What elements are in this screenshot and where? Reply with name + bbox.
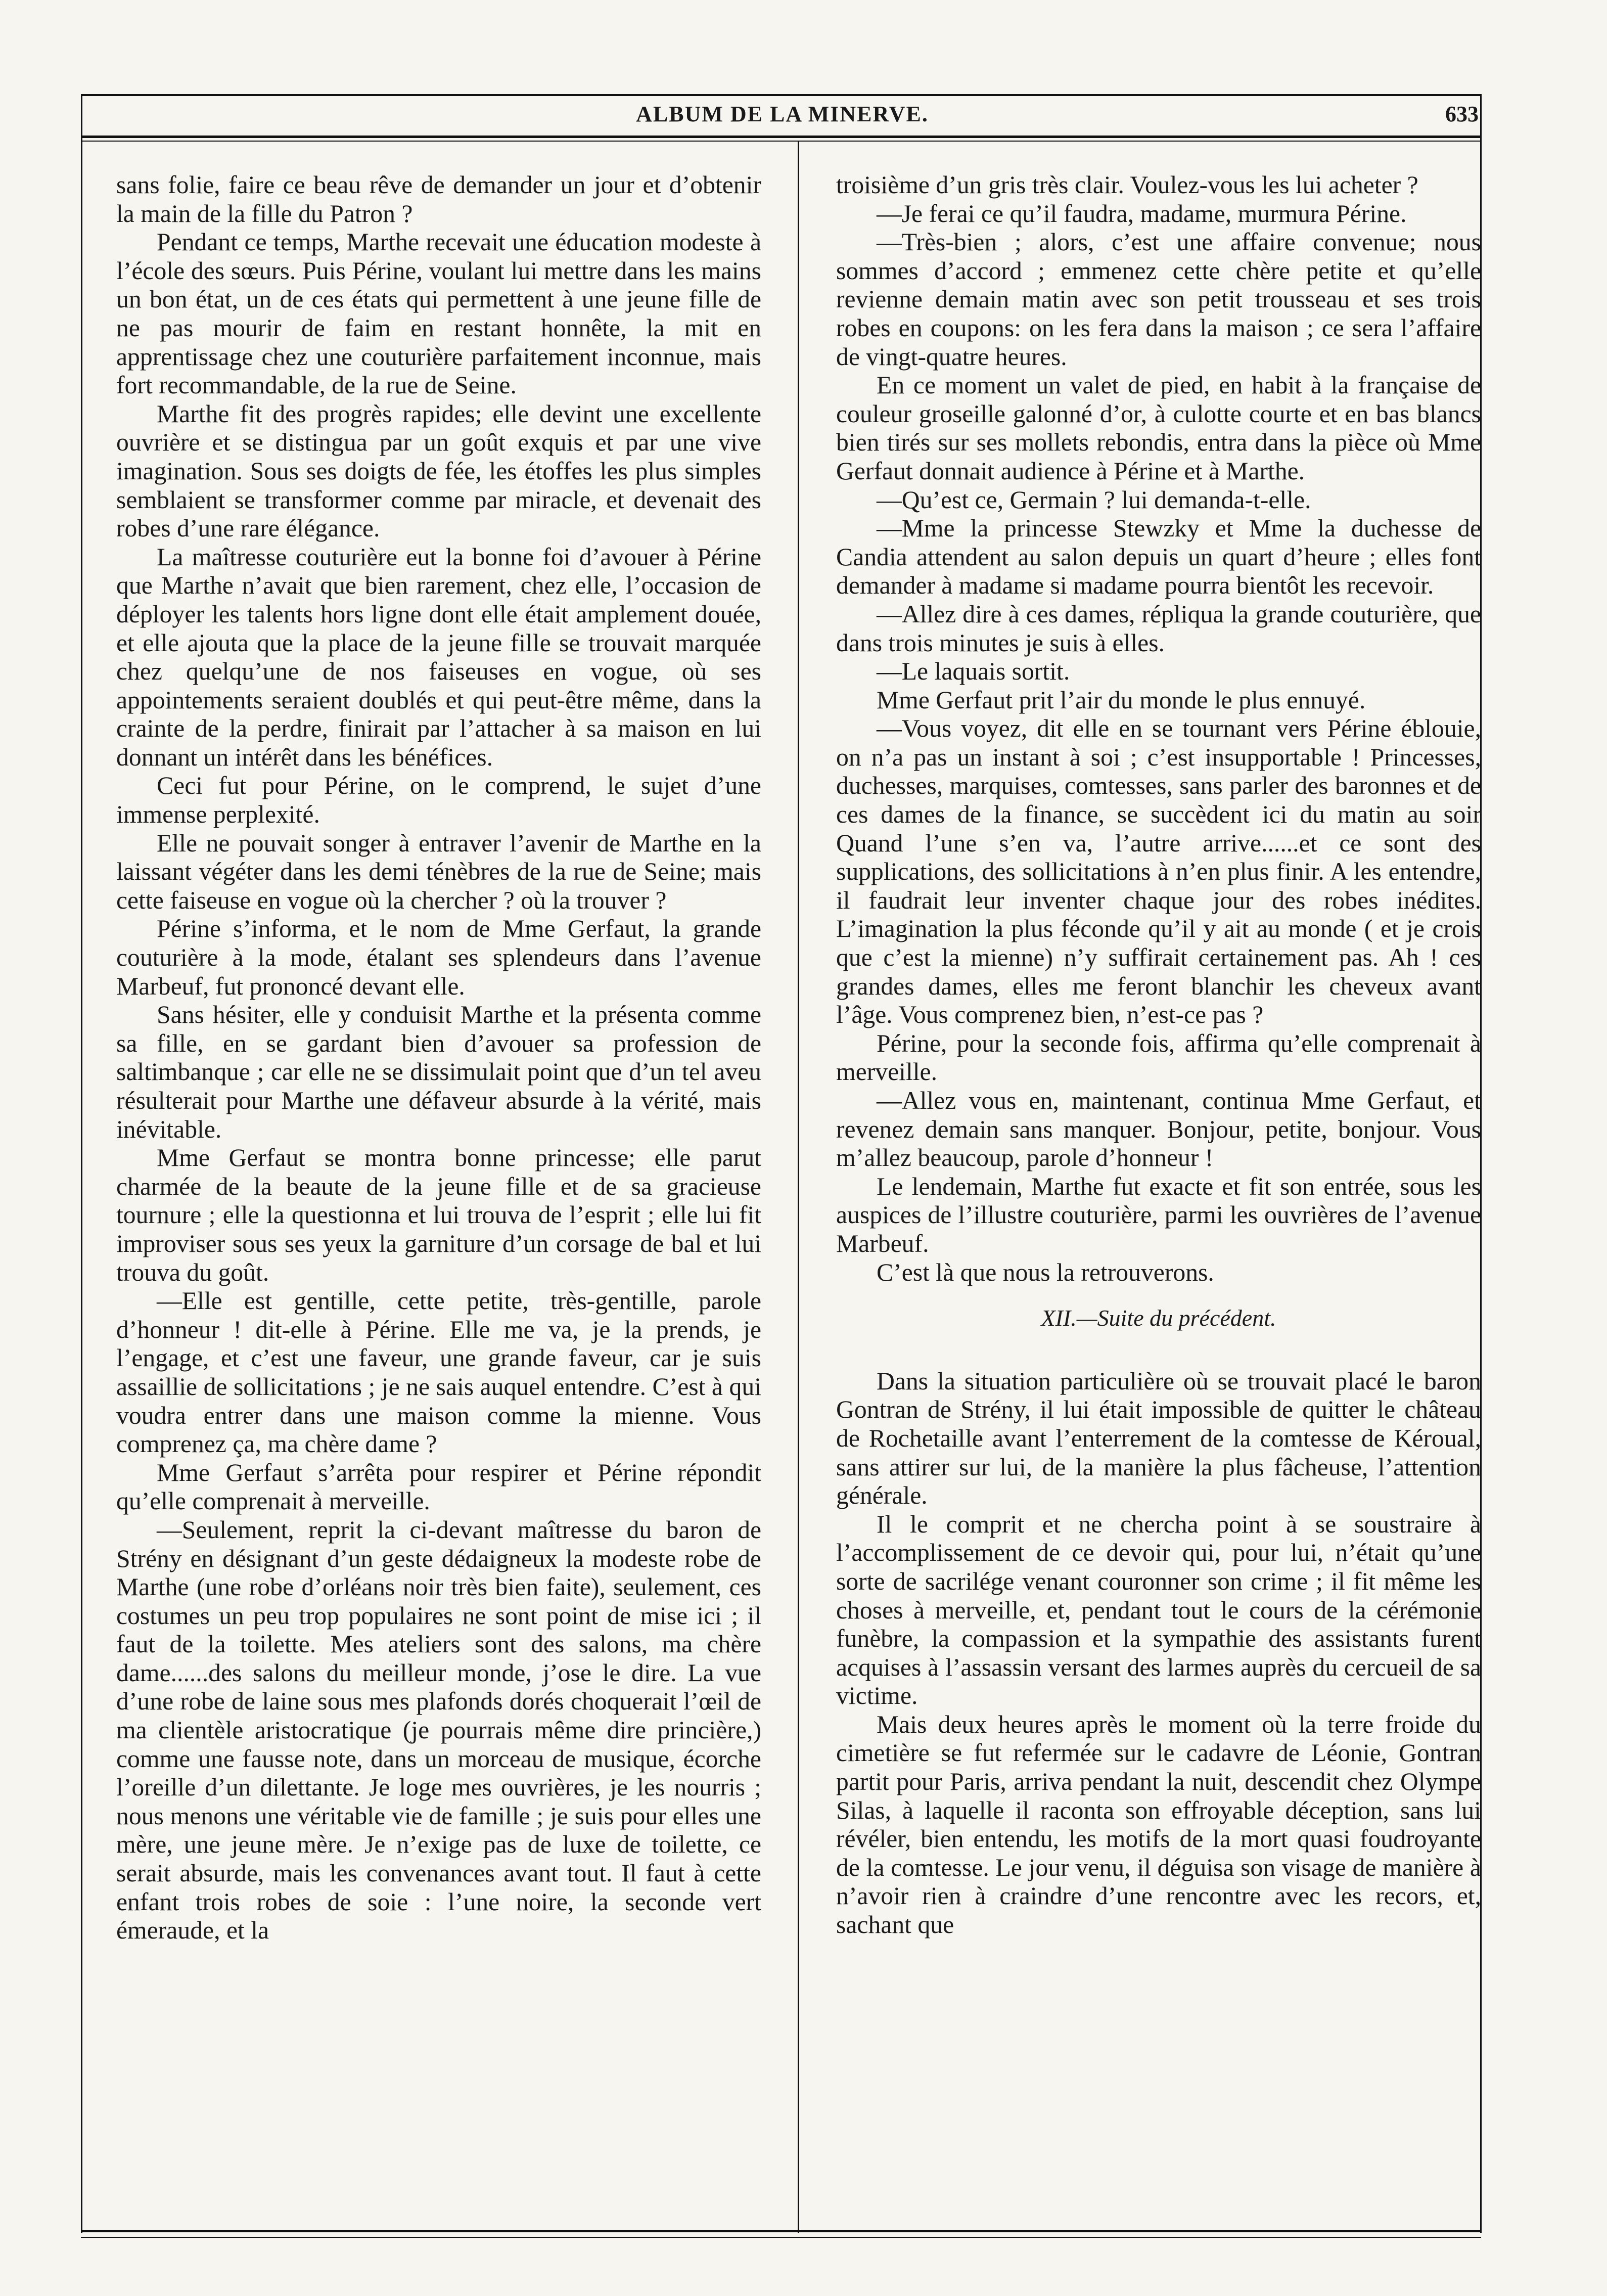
paragraph: Sans hésiter, elle y conduisit Marthe et la présenta comme sa fille, en se gardant bien d’avouer sa profession de saltimbanque ; car elle ne se dissimulait point que d’un tel aveu résulterait pour Marthe une défaveur absurde à la vérité, mais inévitable. bbox=[116, 1001, 761, 1143]
paragraph: Marthe fit des progrès rapides; elle devint une excellente ouvrière et se distingua par un goût exquis et par une vive imagination. Sous ses doigts de fée, les étoffes les plus simples semblaient se transformer comme par miracle, et devenait des robes d’une rare élégance. bbox=[116, 399, 761, 543]
paragraph: —Vous voyez, dit elle en se tournant vers Périne éblouie, on n’a pas un instant à soi ; c’est insupportable ! Princesses, duchesses, marquises, comtesses, sans parler des baronnes et de ces dames de la finance, se succèdent ici du matin au soir Quand l’une s’en va, l’autre arrive......et ce sont des supplications, des sollicitations à n’en plus finir. A les entendre, il faudrait leur inventer chaque jour des robes inédites. L’imagination la plus féconde qu’il y ait au monde ( et je crois que c’est la mienne) n’y suffirait certainement pas. Ah ! ces grandes dames, elles me feront blanchir les cheveux avant l’âge. Vous comprenez bien, n’est-ce pas ? bbox=[836, 714, 1481, 1029]
paragraph: Mme Gerfaut prit l’air du monde le plus ennuyé. bbox=[877, 686, 1366, 714]
paragraph: Pendant ce temps, Marthe recevait une éducation modeste à l’école des sœurs. Puis Périne, voulant lui mettre dans les mains un bon état, un de ces états qui permettent à une jeune fille de ne pas mourir de faim en restant honnête, la mit en apprentissage chez une couturière parfaitement inconnue, mais fort recommandable, de la rue de Seine. bbox=[116, 228, 761, 399]
right-column bbox=[836, 171, 1481, 1940]
page-number: 633 bbox=[1445, 102, 1479, 126]
left-border-rule bbox=[81, 94, 82, 2233]
paragraph: —Allez dire à ces dames, répliqua la grande couturière, que dans trois minutes je suis à elles. bbox=[836, 600, 1481, 657]
paragraph: Elle ne pouvait songer à entraver l’avenir de Marthe en la laissant végéter dans les demi ténèbres de la rue de Seine; mais cette faiseuse en vogue où la chercher ? où la trouver ? bbox=[116, 829, 761, 914]
paragraph: —Allez vous en, maintenant, continua Mme Gerfaut, et revenez demain sans manquer. Bonjour, petite, bonjour. Vous m’allez beaucoup, parole d’honneur ! bbox=[836, 1087, 1481, 1172]
paragraph: Il le comprit et ne chercha point à se soustraire à l’accomplissement de ce devoir qui, pour lui, n’était qu’une sorte de sacrilége venant couronner son crime ; il fit même les choses à merveille, et, pendant tout le cours de la cérémonie funèbre, la compassion et la sympathie des assistants furent acquises à l’assassin versant des larmes auprès du cercueil de sa victime. bbox=[836, 1510, 1481, 1710]
paragraph: —Je ferai ce qu’il faudra, madame, murmura Périne. bbox=[877, 199, 1407, 228]
footer-rule bbox=[81, 2230, 1481, 2232]
paragraph: Mme Gerfaut s’arrêta pour respirer et Périne répondit qu’elle comprenait à merveille. bbox=[116, 1458, 761, 1515]
paragraph: Ceci fut pour Périne, on le comprend, le sujet d’une immense perplexité. bbox=[116, 772, 761, 829]
section-heading: XII.—Suite du précédent. bbox=[1041, 1305, 1276, 1331]
paragraph: La maîtresse couturière eut la bonne foi d’avouer à Périne que Marthe n’avait que bien rarement, chez elle, l’occasion de déployer les talents hors ligne dont elle était amplement douée, et elle ajouta que la place de la jeune fille se trouvait marquée chez quelqu’une de nos faiseuses en vogue, où ses appointements seraient doublés et qui peut-être même, dans la crainte de la perdre, finirait par l’attacher à sa maison en lui donnant un intérêt dans les bénéfices. bbox=[116, 543, 761, 771]
paragraph: En ce moment un valet de pied, en habit à la française de couleur groseille galonné d’or, à culotte courte et en bas blancs bien tirés sur ses mollets rebondis, entra dans la pièce où Mme Gerfaut donnait audience à Périne et à Marthe. bbox=[836, 371, 1481, 485]
footer-rule-thin bbox=[81, 2237, 1481, 2238]
paragraph: —Le laquais sortit. bbox=[877, 657, 1070, 686]
left-column bbox=[116, 171, 761, 1945]
paragraph: —Elle est gentille, cette petite, très-gentille, parole d’honneur ! dit-elle à Périne. Elle me va, je la prends, je l’engage, et c’est une faveur, une grande faveur, car je suis assaillie de sollicitations ; je ne sais auquel entendre. C’est à qui voudra entrer dans une maison comme la mienne. Vous comprenez ça, ma chère dame ? bbox=[116, 1287, 761, 1458]
header-top-rule bbox=[81, 94, 1481, 96]
paragraph: Mme Gerfaut se montra bonne princesse; elle parut charmée de la beaute de la jeune fille et de sa gracieuse tournure ; elle la questionna et lui trouva de l’esprit ; elle lui fit improviser sous ses yeux la garniture d’un corsage de bal et lui trouva du goût. bbox=[116, 1144, 761, 1286]
paragraph: troisième d’un gris très clair. Voulez-vous les lui acheter ? bbox=[836, 171, 1418, 199]
paragraph: —Qu’est ce, Germain ? lui demanda-t-elle. bbox=[877, 485, 1311, 514]
paragraph: C’est là que nous la retrouverons. bbox=[877, 1258, 1214, 1286]
column-divider-rule bbox=[798, 142, 799, 2233]
paragraph: sans folie, faire ce beau rêve de demander un jour et d’obtenir la main de la fille du Patron ? bbox=[116, 171, 761, 228]
header-bottom-rule bbox=[81, 136, 1481, 138]
header-bottom-rule-thin bbox=[81, 141, 1481, 142]
publication-title: ALBUM DE LA MINERVE. bbox=[636, 102, 929, 126]
paragraph: Dans la situation particulière où se trouvait placé le baron Gontran de Strény, il lui était impossible de quitter le château de Rochetaille avant l’enterrement de la comtesse de Kéroual, sans attirer sur lui, de la manière la plus fâcheuse, l’attention générale. bbox=[836, 1367, 1481, 1510]
paragraph: —Mme la princesse Stewzky et Mme la duchesse de Candia attendent au salon depuis un quart d’heure ; elles font demander à madame si madame pourra bientôt les recevoir. bbox=[836, 514, 1481, 600]
page-header bbox=[86, 101, 1479, 131]
paragraph: Le lendemain, Marthe fut exacte et fit son entrée, sous les auspices de l’illustre couturière, parmi les ouvrières de l’avenue Marbeuf. bbox=[836, 1172, 1481, 1257]
paragraph: —Seulement, reprit la ci-devant maîtresse du baron de Strény en désignant d’un geste dédaigneux la modeste robe de Marthe (une robe d’orléans noir très bien faite), seulement, ces costumes un peu trop populaires ne sont point de mise ici ; il faut de la toilette. Mes ateliers sont des salons, ma chère dame......des salons du meilleur monde, j’ose le dire. La vue d’une robe de laine sous mes plafonds dorés choquerait l’œil de ma clientèle aristocratique (je pourrais même dire princière,) comme une fausse note, dans un morceau de musique, écorche l’oreille d’un dilettante. Je loge mes ouvrières, je les nourris ; nous menons une véritable vie de famille ; je suis pour elles une mère, une jeune mère. Je n’exige pas de luxe de toilette, ce serait absurde, mais les convenances avant tout. Il faut à cette enfant trois robes de soie : l’une noire, la seconde vert émeraude, et la bbox=[116, 1515, 761, 1945]
paragraph: Périne s’informa, et le nom de Mme Gerfaut, la grande couturière à la mode, étalant ses splendeurs dans l’avenue Marbeuf, fut prononcé devant elle. bbox=[116, 915, 761, 1000]
paragraph: Mais deux heures après le moment où la terre froide du cimetière se fut refermée sur le cadavre de Léonie, Gontran partit pour Paris, arriva pendant la nuit, descendit chez Olympe Silas, à laquelle il raconta son effroyable déception, sans lui révéler, bien entendu, les motifs de la mort quasi foudroyante de la comtesse. Le jour venu, il déguisa son visage de manière à n’avoir rien à craindre d’une rencontre avec les recors, et, sachant que bbox=[836, 1710, 1481, 1939]
paragraph: Périne, pour la seconde fois, affirma qu’elle comprenait à merveille. bbox=[836, 1029, 1481, 1086]
paragraph: —Très-bien ; alors, c’est une affaire convenue; nous sommes d’accord ; emmenez cette chère petite et qu’elle revienne demain matin avec son petit trousseau et ses trois robes en coupons: on les fera dans la maison ; ce sera l’affaire de vingt-quatre heures. bbox=[836, 228, 1481, 371]
